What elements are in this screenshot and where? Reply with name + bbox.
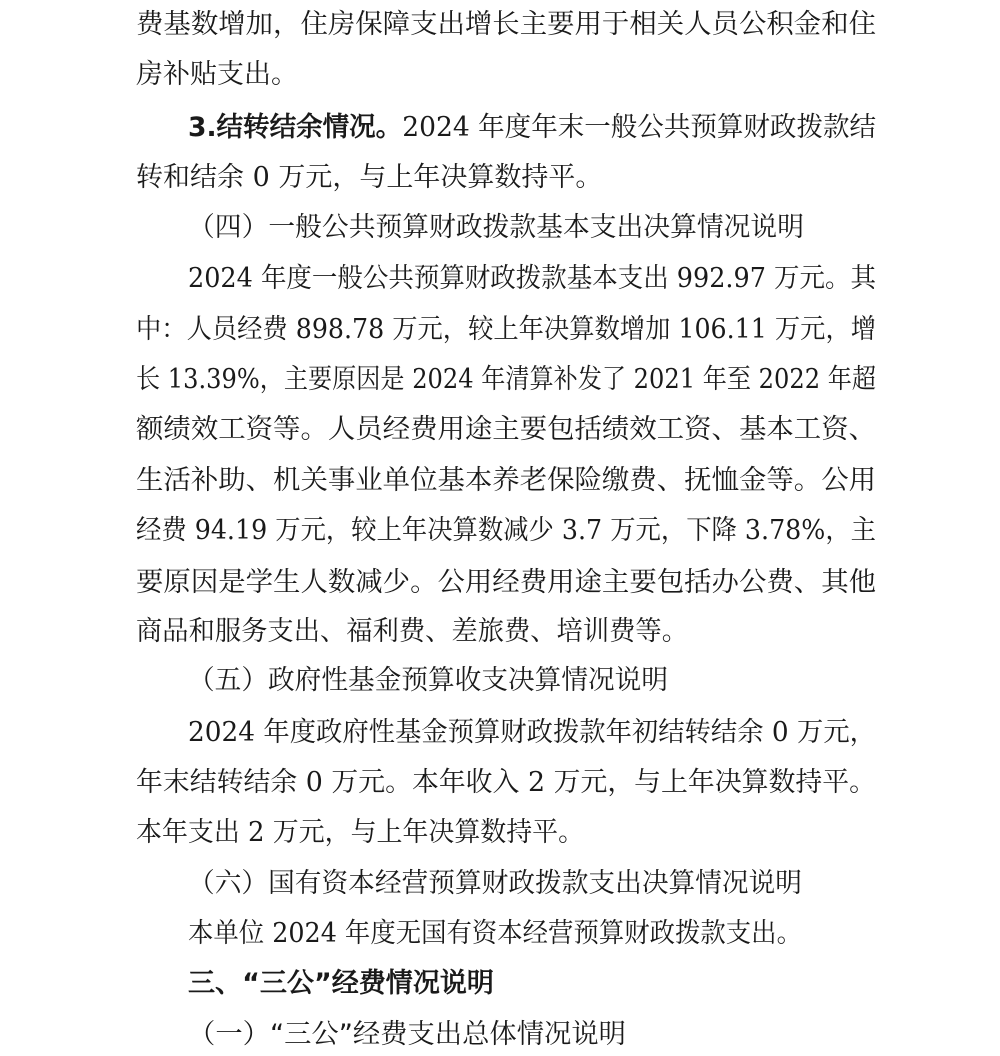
inline-heading-line xyxy=(188,111,876,145)
body-line xyxy=(188,262,917,296)
body-text: 长 13.39%，主要原因是 2024 年清算补发了 2021 年至 2022 年超 xyxy=(136,364,876,395)
body-line xyxy=(136,58,298,92)
body-text: 额绩效工资等。人员经费用途主要包括绩效工资、基本工资、 xyxy=(136,414,877,445)
body-line xyxy=(136,566,877,600)
body-text: 经费 94.19 万元，较上年决算数减少 3.7 万元，下降 3.78%，主 xyxy=(136,515,877,546)
body-line xyxy=(136,363,964,397)
body-text: 生活补助、机关事业单位基本养老保险缴费、抚恤金等。公用 xyxy=(136,465,877,496)
body-line xyxy=(188,716,894,750)
body-text: 房补贴支出。 xyxy=(136,59,298,90)
body-text: 费基数增加，住房保障支出增长主要用于相关人员公积金和住 xyxy=(136,9,877,40)
chapter-heading-text: 三、“三公”经费情况说明 xyxy=(188,968,494,999)
body-text: 本年支出 2 万元，与上年决算数持平。 xyxy=(136,817,585,848)
body-text: 转和结余 0 万元，与上年决算数持平。 xyxy=(136,162,603,193)
section-heading xyxy=(188,1018,627,1052)
section-heading xyxy=(188,211,809,245)
body-line xyxy=(136,313,926,347)
body-line xyxy=(188,111,888,145)
body-line xyxy=(188,917,841,951)
body-text: 2024 年度年末一般公共预算财政拨款结 xyxy=(402,112,877,143)
section-heading xyxy=(188,867,809,901)
section-heading xyxy=(188,664,674,698)
body-line xyxy=(136,766,880,800)
body-line xyxy=(136,413,877,447)
body-text: 本单位 2024 年度无国有资本经营预算财政拨款支出。 xyxy=(188,918,802,949)
chapter-heading xyxy=(188,967,494,1001)
section-heading-text: （四）一般公共预算财政拨款基本支出决算情况说明 xyxy=(188,212,804,243)
body-text: 年末结转结余 0 万元。本年收入 2 万元，与上年决算数持平。 xyxy=(136,767,876,798)
body-line xyxy=(136,514,925,548)
body-line xyxy=(136,8,877,42)
section-heading-text: （五）政府性基金预算收支决算情况说明 xyxy=(188,665,669,696)
section-heading-text: （六）国有资本经营预算财政拨款支出决算情况说明 xyxy=(188,868,802,899)
body-text: 中：人员经费 898.78 万元，较上年决算数增加 106.11 万元，增 xyxy=(136,314,877,345)
body-text: 商品和服务支出、福利费、差旅费、培训费等。 xyxy=(136,616,688,647)
section-heading-text: （一）“三公”经费支出总体情况说明 xyxy=(188,1019,627,1050)
body-line xyxy=(136,161,602,195)
body-text: 2024 年度政府性基金预算财政拨款年初结转结余 0 万元， xyxy=(188,717,876,748)
body-line xyxy=(136,816,602,850)
body-text: 2024 年度一般公共预算财政拨款基本支出 992.97 万元。其 xyxy=(188,263,876,294)
body-text: 要原因是学生人数减少。公用经费用途主要包括办公费、其他 xyxy=(136,567,877,598)
body-line xyxy=(136,615,703,649)
inline-heading: 3.结转结余情况。 xyxy=(188,112,403,143)
body-line xyxy=(136,464,877,498)
